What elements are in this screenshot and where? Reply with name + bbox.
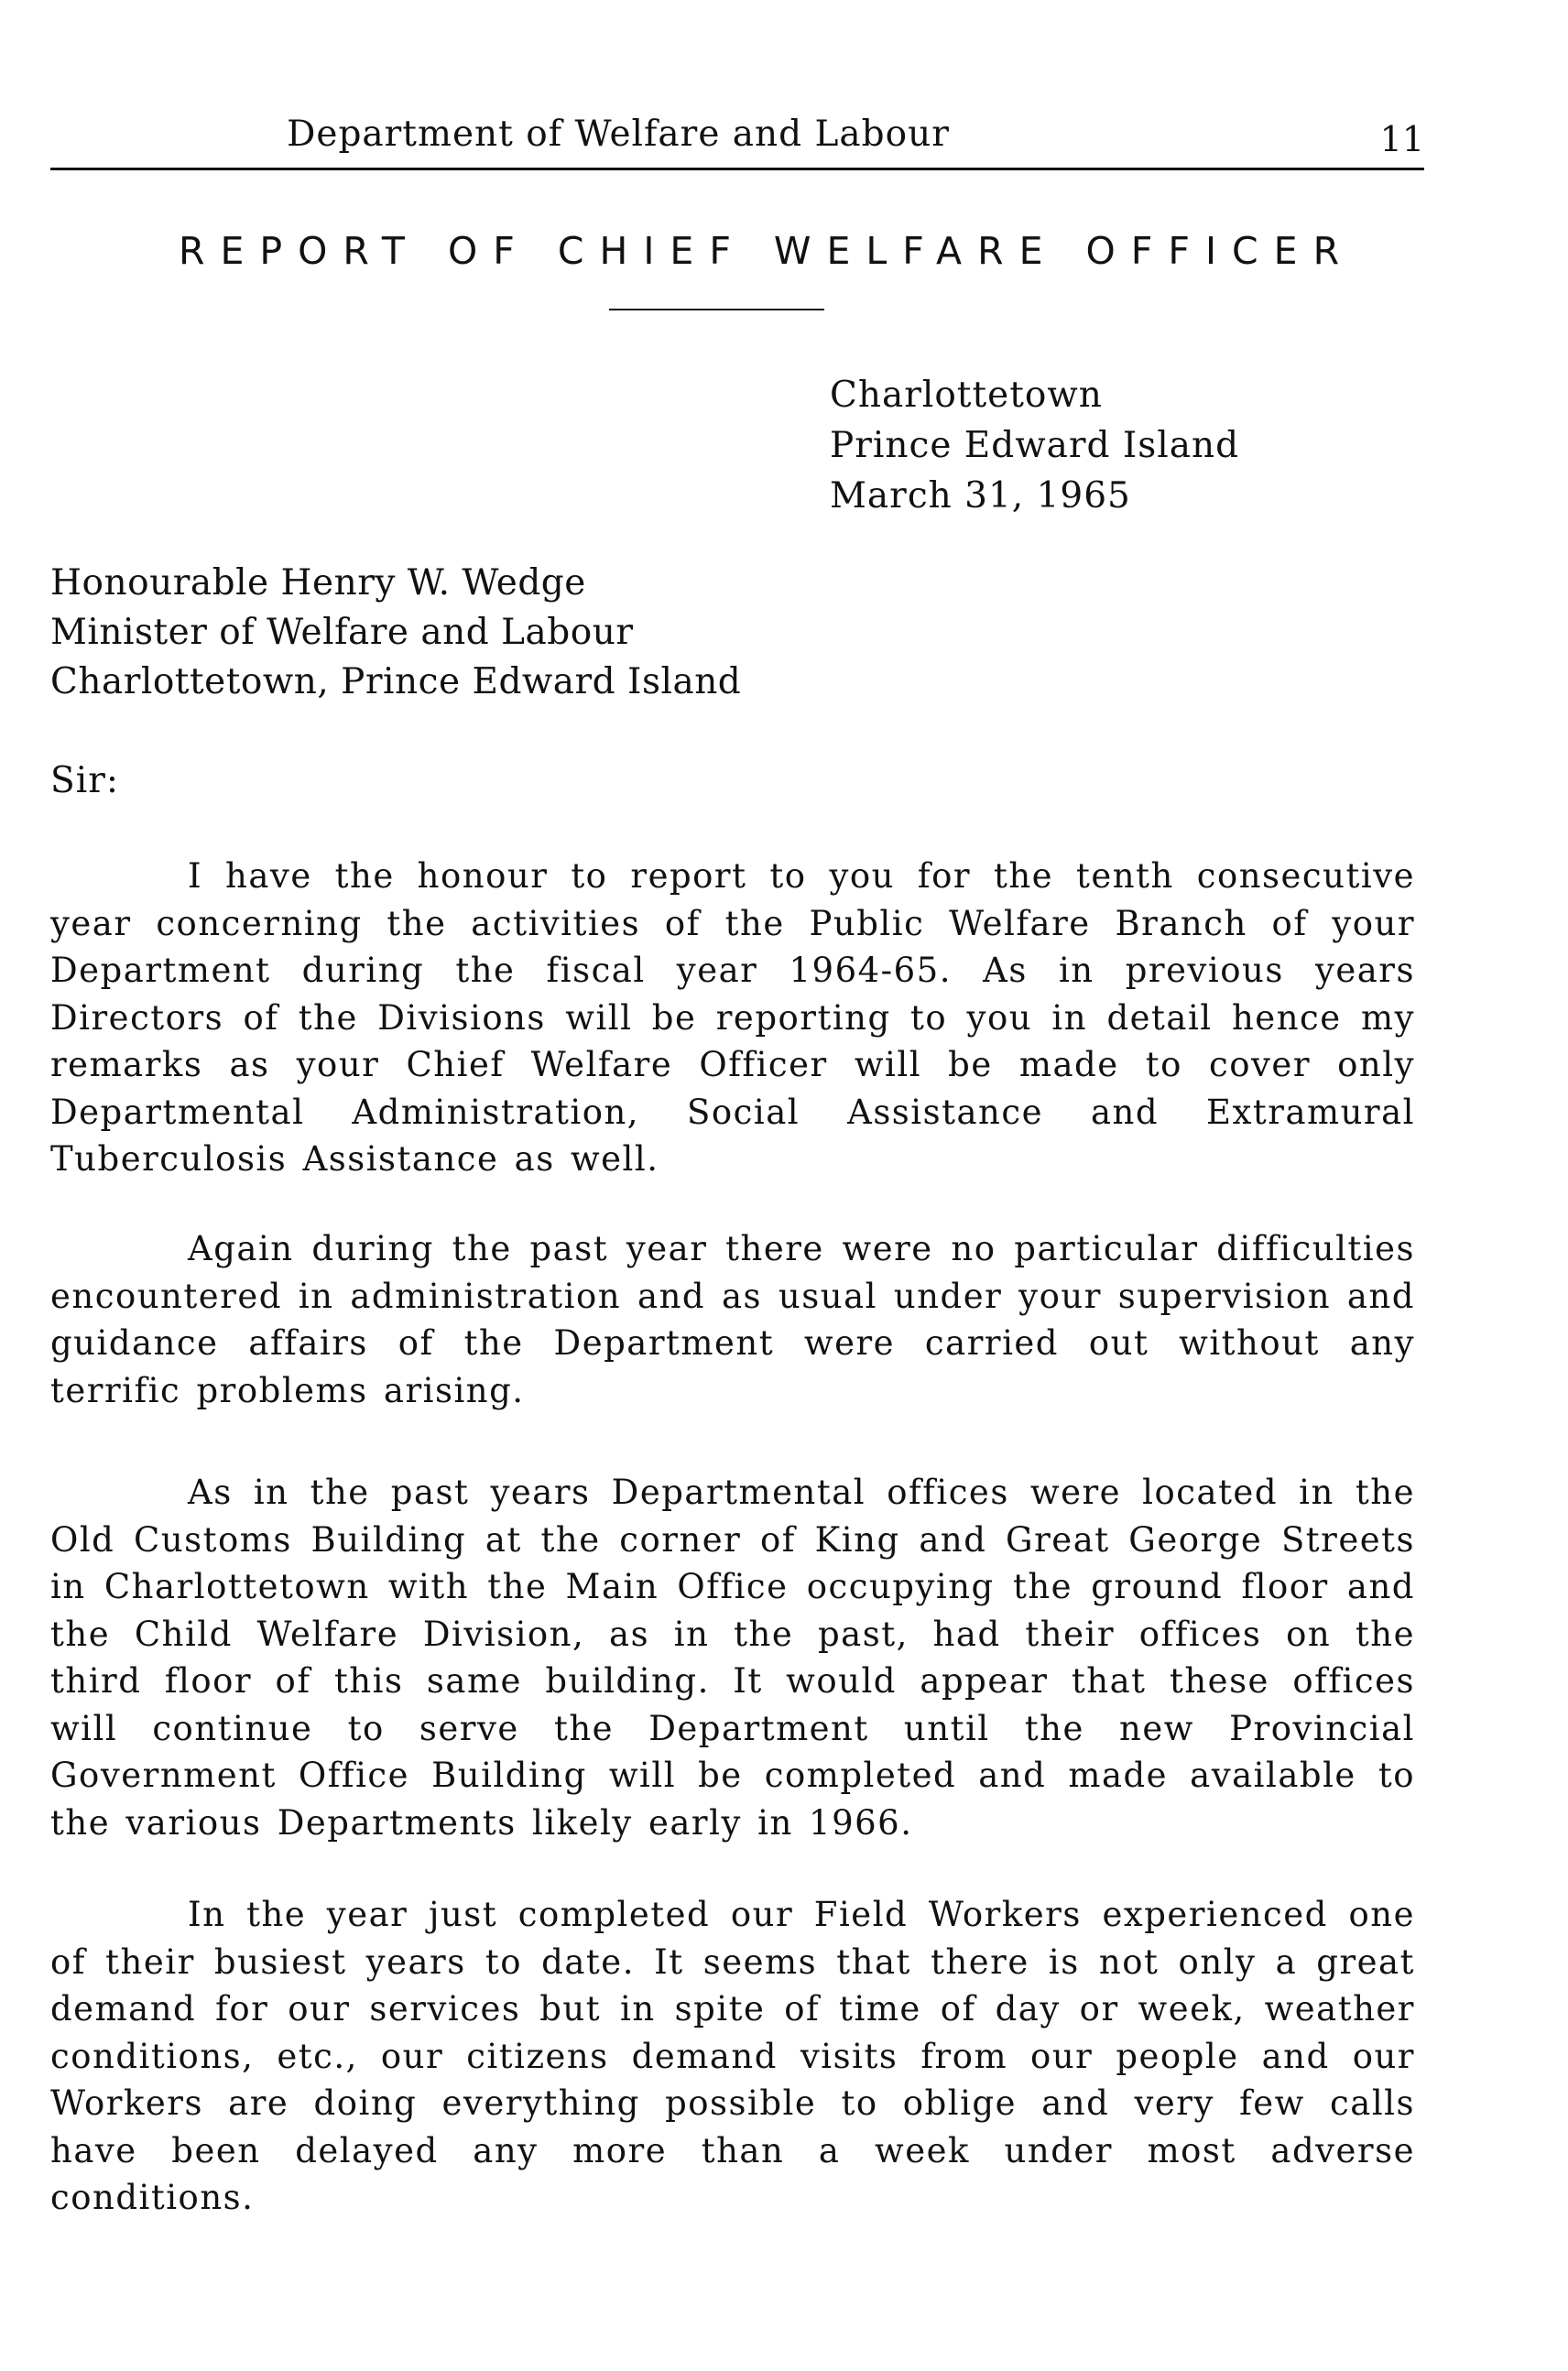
addressee-name: Honourable Henry W. Wedge [50,562,586,604]
body-paragraph: Again during the past year there were no particular difficulties encountered in administration and as usual under your supervision and guidance affairs of the Department were carried out without any terrific problems arising. [50,1229,1415,1410]
report-title: REPORT OF CHIEF WELFARE OFFICER [179,229,1356,273]
header-rule [50,168,1424,170]
body-paragraph: I have the honour to report to you for the tenth consecutive year concerning the activities of the Public Welfare Branch of your Department during the fiscal year 1964-65. As in previous years Directors of the Divisions will be reporting to you in detail hence my remarks as your Chief Welfare Officer will be made to cover only Departmental Administration, Social Assistance and Extramural Tuberculosis Assistance as well. [50,856,1415,1179]
addressee-block [50,559,741,707]
place-city: Charlottetown [830,375,1103,416]
place-and-date [830,370,1239,521]
title-underline [609,309,824,310]
running-title: Department of Welfare and Labour [287,114,950,155]
body-paragraph: As in the past years Departmental offices were located in the Old Customs Building at the corner of King and Great George Streets in Charlottetown with the Main Office occupying the ground floor and the Child Welfare Division, as in the past, had their offices on the third floor of this same building. It would appear that these offices will continue to serve the Department until the new Provincial Government Office Building will be completed and made available to the various Departments likely early in 1966. [50,1473,1415,1843]
running-header [50,112,1424,167]
place-province: Prince Edward Island [830,425,1240,466]
addressee-location: Charlottetown, Prince Edward Island [50,661,742,702]
body-paragraph: In the year just completed our Field Workers experienced one of their busiest years to date. It seems that there is not only a great demand for our services but in spite of time of day or week, weather conditions, etc., our citizens demand visits from our people and our Workers are doing everything possible to oblige and very few calls have been delayed any more than a week under most adverse conditions. [50,1895,1415,2217]
letter-date: March 31, 1965 [830,475,1131,517]
salutation: Sir: [50,760,119,801]
page-number: 11 [1379,119,1424,159]
addressee-title: Minister of Welfare and Labour [50,612,634,653]
